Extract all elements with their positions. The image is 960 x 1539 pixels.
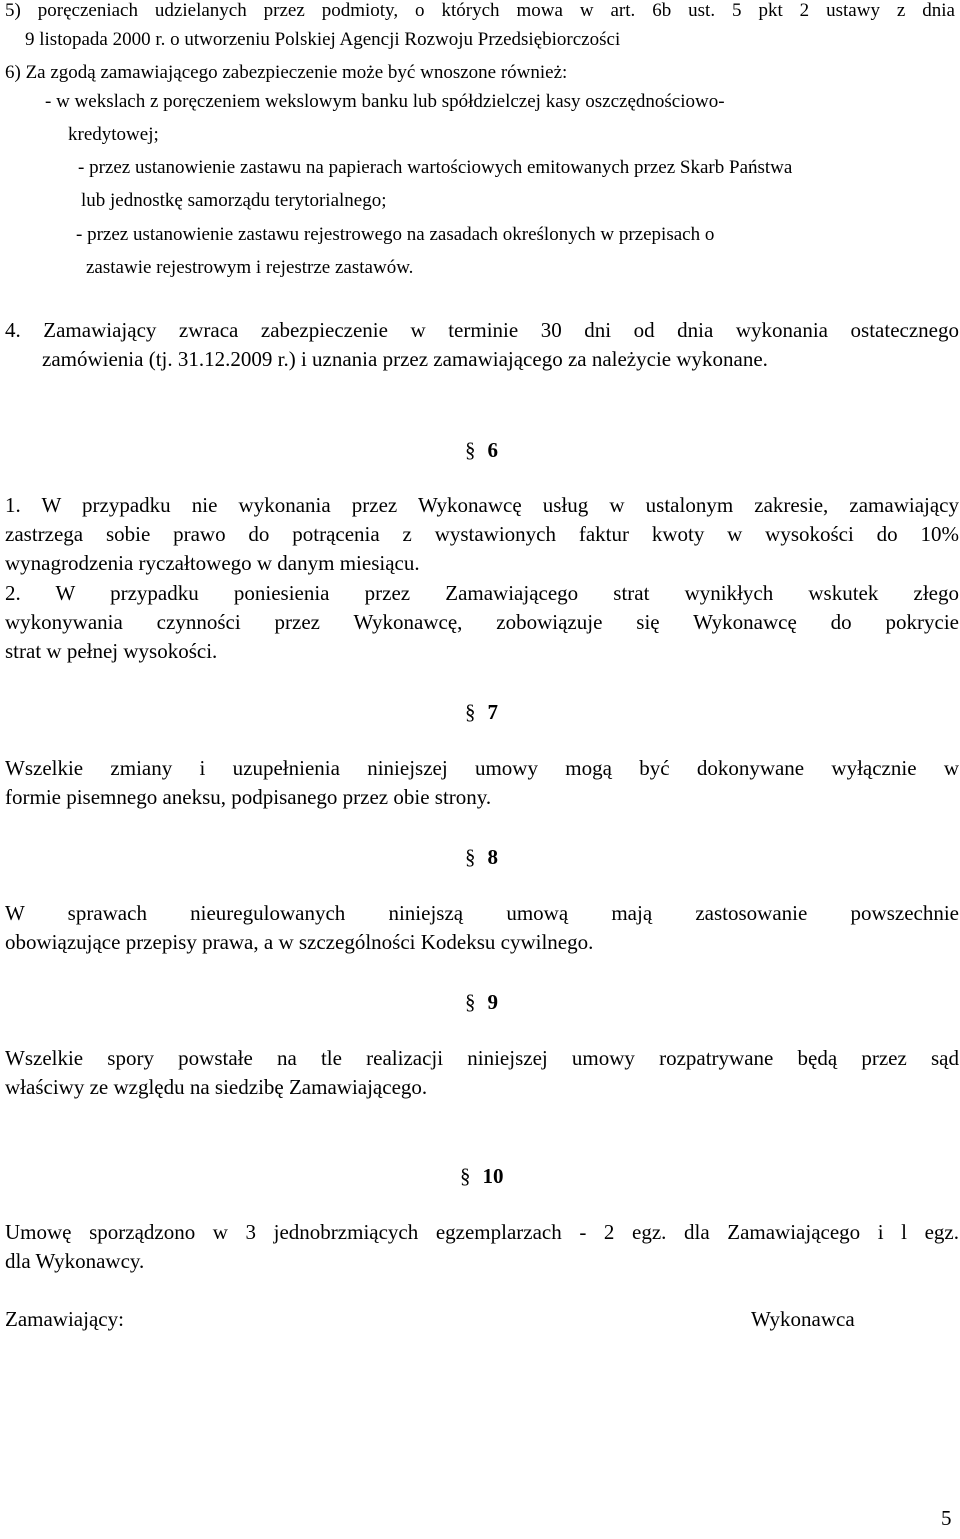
section7-line1: Wszelkie zmiany i uzupełnienia niniejszej umowy mogą być dokonywane wyłącznie w — [5, 756, 959, 780]
section-number: 7 — [487, 700, 498, 724]
section-symbol: § — [460, 1164, 471, 1188]
section7-line2: formie pisemnego aneksu, podpisanego przez obie strony. — [5, 785, 492, 809]
item5-line2: 9 listopada 2000 r. o utworzeniu Polskiej Agencji Rozwoju Przedsiębiorczości — [25, 29, 621, 50]
bullet1-line1: - w wekslach z poręczeniem wekslowym banku lub spółdzielczej kasy oszczędnościowo- — [45, 91, 725, 112]
section6-p1-line3: wynagrodzenia ryczałtowego w danym miesiącu. — [5, 551, 420, 575]
section-9-heading — [465, 990, 498, 1015]
signature-left-label: Zamawiający: — [5, 1307, 124, 1331]
bullet3-line1: - przez ustanowienie zastawu rejestrowego na zasadach określonych w przepisach o — [76, 224, 715, 245]
section-8-heading — [465, 845, 498, 870]
bullet2-line2: lub jednostkę samorządu terytorialnego; — [81, 190, 387, 211]
section6-p2-line1: 2. W przypadku poniesienia przez Zamawiającego strat wynikłych wskutek złego — [5, 581, 959, 605]
bullet3-line2: zastawie rejestrowym i rejestrze zastawów. — [86, 257, 414, 278]
point4-line1: 4. Zamawiający zwraca zabezpieczenie w terminie 30 dni od dnia wykonania ostatecznego — [5, 318, 959, 342]
section8-line1: W sprawach nieuregulowanych niniejszą umową mają zastosowanie powszechnie — [5, 901, 959, 925]
point4-line2: zamówienia (tj. 31.12.2009 r.) i uznania przez zamawiającego za należycie wykonane. — [42, 347, 768, 371]
item5-line1: 5) poręczeniach udzielanych przez podmioty, o których mowa w art. 6b ust. 5 pkt 2 ustawy z dnia — [5, 0, 955, 21]
signature-right-label: Wykonawca — [751, 1307, 855, 1331]
section-number: 9 — [487, 990, 498, 1014]
bullet2-line1: - przez ustanowienie zastawu na papierach wartościowych emitowanych przez Skarb Państwa — [78, 157, 793, 178]
section6-p1-line2: zastrzega sobie prawo do potrącenia z wystawionych faktur kwoty w wysokości do 10% — [5, 522, 959, 546]
section6-p2-line2: wykonywania czynności przez Wykonawcę, zobowiązuje się Wykonawcę do pokrycie — [5, 610, 959, 634]
section9-line2: właściwy ze względu na siedzibę Zamawiającego. — [5, 1075, 428, 1099]
section9-line1: Wszelkie spory powstałe na tle realizacji niniejszej umowy rozpatrywane będą przez sąd — [5, 1046, 959, 1070]
section10-line1: Umowę sporządzono w 3 jednobrzmiących egzemplarzach - 2 egz. dla Zamawiającego i l egz. — [5, 1220, 959, 1244]
section-7-heading — [465, 700, 498, 725]
section-number: 8 — [487, 845, 498, 869]
section8-line2: obowiązujące przepisy prawa, a w szczególności Kodeksu cywilnego. — [5, 930, 594, 954]
section-symbol: § — [465, 700, 476, 724]
item6-intro: 6) Za zgodą zamawiającego zabezpieczenie może być wnoszone również: — [5, 62, 568, 83]
section6-p2-line3: strat w pełnej wysokości. — [5, 639, 218, 663]
page-number: 5 — [941, 1506, 952, 1530]
section-number: 6 — [487, 438, 498, 462]
section-number: 10 — [482, 1164, 504, 1188]
section-10-heading — [460, 1164, 504, 1189]
section-symbol: § — [465, 438, 476, 462]
section6-p1-line1: 1. W przypadku nie wykonania przez Wykonawcę usług w ustalonym zakresie, zamawiający — [5, 493, 959, 517]
section-6-heading — [465, 438, 498, 463]
section10-line2: dla Wykonawcy. — [5, 1249, 145, 1273]
bullet1-line2: kredytowej; — [68, 124, 159, 145]
section-symbol: § — [465, 845, 476, 869]
section-symbol: § — [465, 990, 476, 1014]
